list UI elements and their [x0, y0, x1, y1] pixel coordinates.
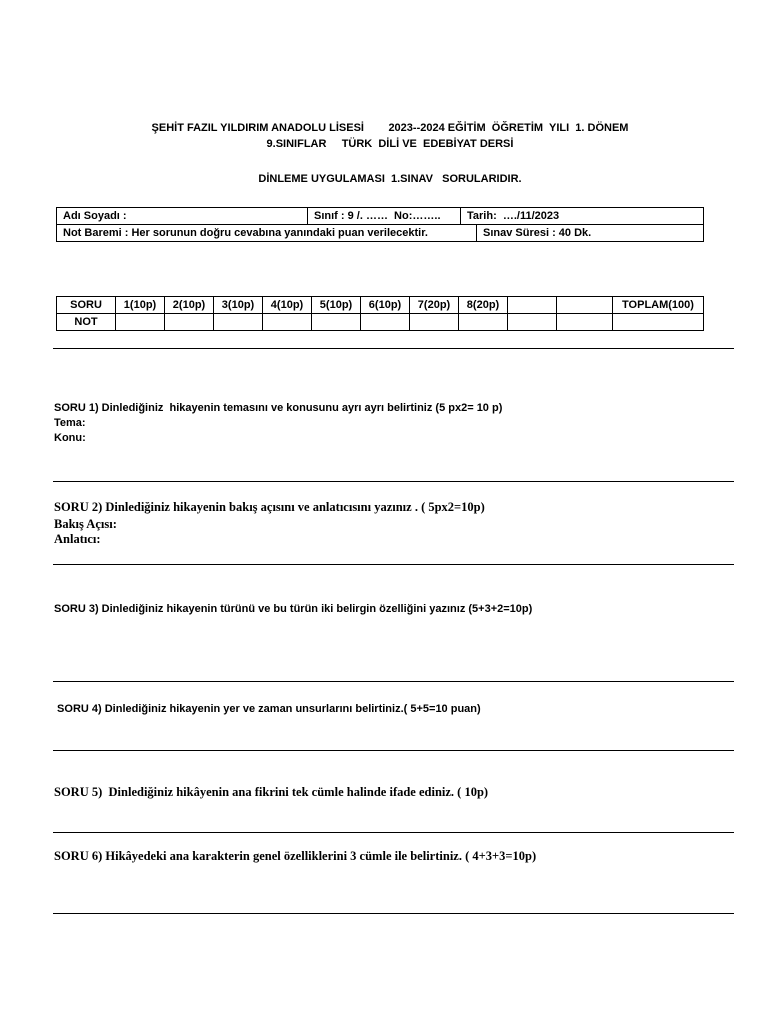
divider — [53, 750, 734, 751]
school-title: ŞEHİT FAZIL YILDIRIM ANADOLU LİSESİ 2023--2024 EĞİTİM ÖĞRETİM YILI 1. DÖNEM — [151, 122, 629, 134]
score-cell[interactable] — [312, 314, 361, 331]
score-cell[interactable] — [165, 314, 214, 331]
question-6: SORU 6) Hikâyedeki ana karakterin genel özelliklerini 3 cümle ile belirtiniz. ( 4+3+3=10p) — [54, 849, 537, 863]
divider — [53, 832, 734, 833]
question-2: SORU 2) Dinlediğiniz hikayenin bakış açısını ve anlatıcısını yazınız . ( 5px2=10p) — [54, 500, 485, 514]
answer-label-theme: Tema: — [54, 417, 86, 429]
answer-label-subject: Konu: — [54, 432, 86, 444]
score-cell[interactable] — [459, 314, 508, 331]
score-col-10 — [557, 297, 613, 314]
student-info-table — [56, 207, 704, 242]
grading-note: Not Baremi : Her sorunun doğru cevabına yanındaki puan verilecektir. — [57, 225, 477, 242]
score-header-row — [57, 297, 704, 314]
score-col-1: 1(10p) — [116, 297, 165, 314]
exam-title: DİNLEME UYGULAMASI 1.SINAV SORULARIDIR. — [258, 173, 522, 185]
score-row-label: SORU — [57, 297, 116, 314]
score-col-7: 7(20p) — [410, 297, 459, 314]
score-col-2: 2(10p) — [165, 297, 214, 314]
duration-field: Sınav Süresi : 40 Dk. — [477, 225, 704, 242]
score-cell[interactable] — [557, 314, 613, 331]
divider — [53, 481, 734, 482]
class-field: Sınıf : 9 /. …… No:…….. — [308, 208, 461, 225]
score-cell[interactable] — [613, 314, 704, 331]
answer-label-perspective: Bakış Açısı: — [54, 517, 117, 531]
score-col-3: 3(10p) — [214, 297, 263, 314]
score-cell[interactable] — [214, 314, 263, 331]
score-col-8: 8(20p) — [459, 297, 508, 314]
score-cell[interactable] — [508, 314, 557, 331]
score-row-label: NOT — [57, 314, 116, 331]
score-col-6: 6(10p) — [361, 297, 410, 314]
score-col-9 — [508, 297, 557, 314]
score-cell[interactable] — [263, 314, 312, 331]
score-cell[interactable] — [410, 314, 459, 331]
name-field: Adı Soyadı : — [57, 208, 308, 225]
divider — [53, 913, 734, 914]
score-cell[interactable] — [116, 314, 165, 331]
score-cell[interactable] — [361, 314, 410, 331]
question-1: SORU 1) Dinlediğiniz hikayenin temasını ve konusunu ayrı ayrı belirtiniz (5 px2= 10 p) — [54, 402, 503, 414]
divider — [53, 348, 734, 349]
score-col-4: 4(10p) — [263, 297, 312, 314]
score-total: TOPLAM(100) — [613, 297, 704, 314]
score-value-row — [57, 314, 704, 331]
course-title: 9.SINIFLAR TÜRK DİLİ VE EDEBİYAT DERSİ — [266, 138, 514, 150]
divider — [53, 681, 734, 682]
divider — [53, 564, 734, 565]
question-4: SORU 4) Dinlediğiniz hikayenin yer ve zaman unsurlarını belirtiniz.( 5+5=10 puan) — [54, 703, 481, 715]
score-col-5: 5(10p) — [312, 297, 361, 314]
question-3: SORU 3) Dinlediğiniz hikayenin türünü ve bu türün iki belirgin özelliğini yazınız (5+3+2=10p) — [54, 603, 533, 615]
score-table — [56, 296, 704, 331]
date-field: Tarih: …./11/2023 — [461, 208, 704, 225]
answer-label-narrator: Anlatıcı: — [54, 532, 101, 546]
question-5: SORU 5) Dinlediğiniz hikâyenin ana fikrini tek cümle halinde ifade ediniz. ( 10p) — [54, 785, 489, 799]
